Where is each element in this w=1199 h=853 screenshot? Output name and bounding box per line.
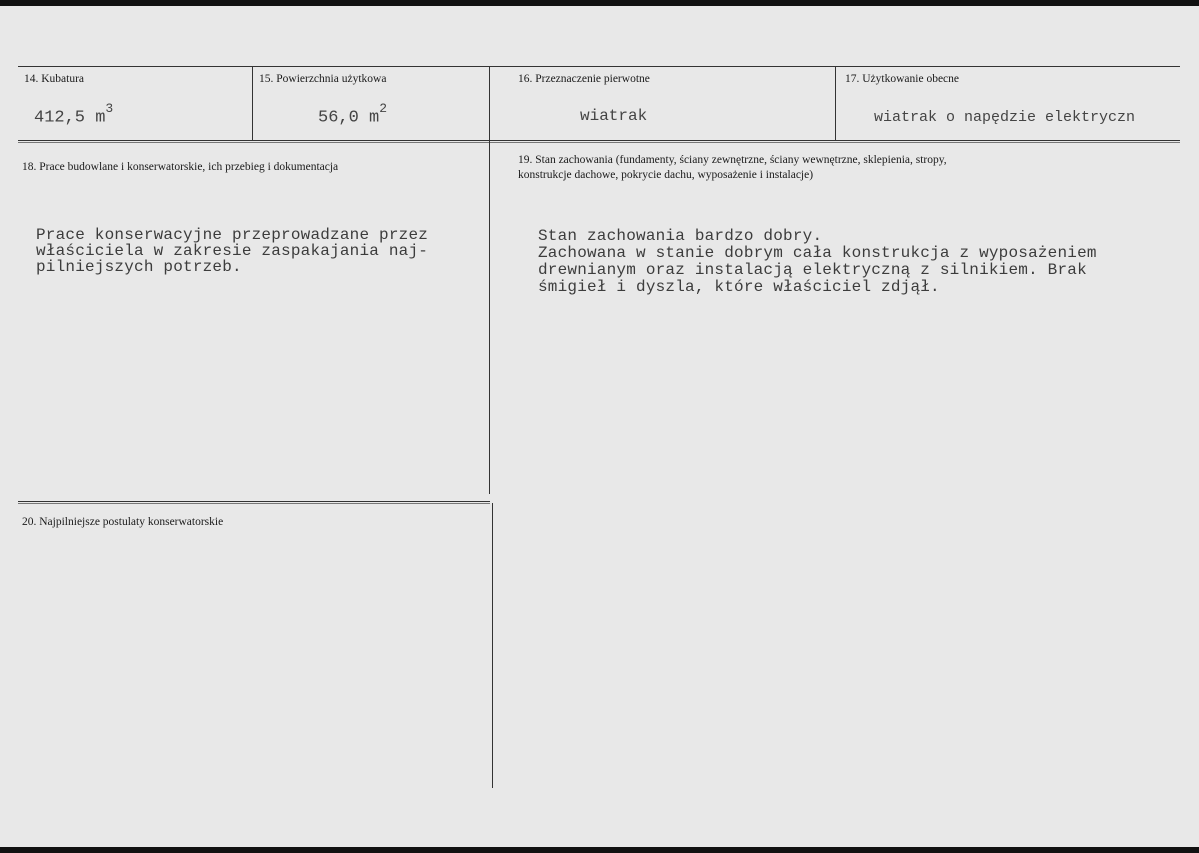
field-19-line-3: drewnianym oraz instalacją elektryczną z silnikiem. Brak <box>538 261 1087 279</box>
field-17-label: 17. Użytkowanie obecne <box>845 73 960 85</box>
field-18-label: 18. Prace budowlane i konserwatorskie, ich przebieg i dokumentacja <box>22 161 339 173</box>
field-16-label: 16. Przeznaczenie pierwotne <box>518 73 650 85</box>
top-edge <box>0 0 1199 6</box>
bottom-edge <box>0 847 1199 853</box>
field-19-label-line-1: 19. Stan zachowania (fundamenty, ściany zewnętrzne, ściany wewnętrzne, sklepienia, stropy, <box>518 154 947 166</box>
col-divider-2 <box>489 66 490 494</box>
section20-rule <box>18 501 490 502</box>
field-14-label: 14. Kubatura <box>24 73 85 85</box>
row-mid-rule-2 <box>18 142 1180 143</box>
col-divider-1 <box>252 66 253 140</box>
col-divider-3 <box>835 66 836 140</box>
row-mid-rule <box>18 140 1180 141</box>
field-17-value: wiatrak o napędzie elektryczn <box>874 109 1136 126</box>
field-18-line-1: Prace konserwacyjne przeprowadzane przez <box>36 226 429 244</box>
field-15-value: 56,0 $m^2$ <box>318 101 388 128</box>
field-20-label: 20. Najpilniejsze postulaty konserwatorskie <box>22 516 224 528</box>
field-18-line-3: pilniejszych potrzeb. <box>36 258 242 276</box>
field-18-line-2: właściciela w zakresie zaspakajania naj- <box>36 242 429 260</box>
field-19-line-2: Zachowana w stanie dobrym cała konstrukcja z wyposażeniem <box>538 244 1097 262</box>
col-divider-2-lower <box>492 503 493 788</box>
section20-rule-2 <box>18 503 490 504</box>
field-19-label-line-2: konstrukcje dachowe, pokrycie dachu, wyposażenie i instalacje) <box>518 169 814 181</box>
field-16-value: wiatrak <box>580 107 648 125</box>
field-14-value: 412,5 $m^3$ <box>34 101 114 128</box>
field-19-line-1: Stan zachowania bardzo dobry. <box>538 227 823 245</box>
row-top-rule <box>18 66 1180 67</box>
field-15-label: 15. Powierzchnia użytkowa <box>259 73 387 85</box>
field-19-line-4: śmigieł i dyszla, które właściciel zdjął. <box>538 278 940 296</box>
